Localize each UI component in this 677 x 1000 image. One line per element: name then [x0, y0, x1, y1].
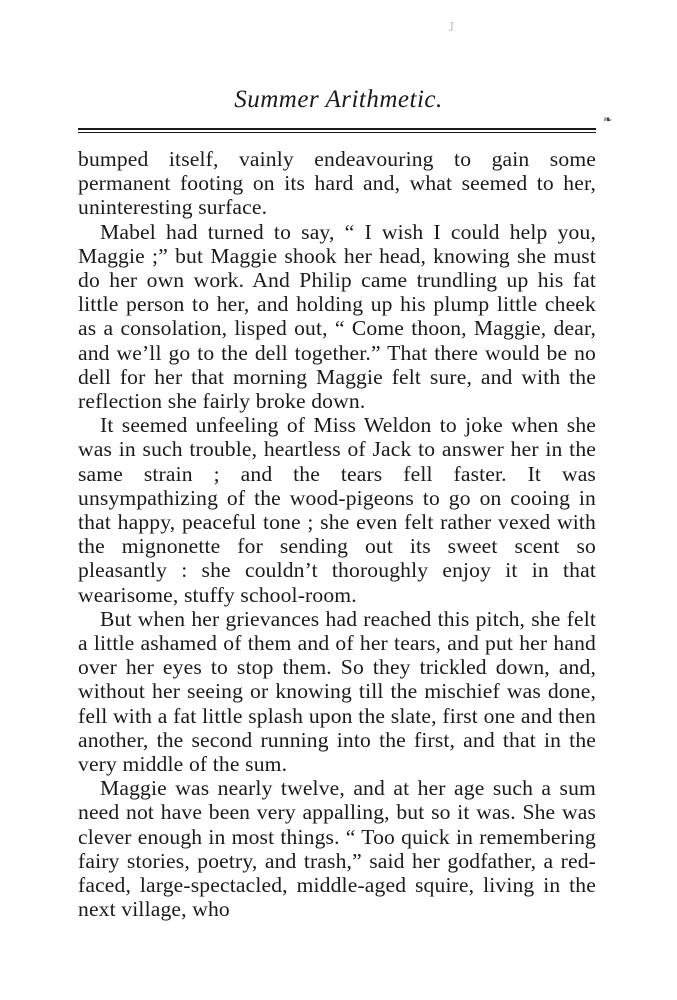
header-rule: [78, 128, 596, 130]
ink-speck-icon: ❧: [603, 113, 613, 126]
paragraph: Maggie was nearly twelve, and at her age such a sum need not have been very appalling, but so it was. She was clever enough in most things. “ Too quick in remembering fairy stories, poetry, and trash,” said her godfather, a red-faced, large-spectacled, middle-aged squire, living in the next village, who: [78, 776, 596, 922]
paragraph: But when her grievances had reached this pitch, she felt a little ashamed of them and of her tears, and put her hand over her eyes to stop them. So they trickled down, and, without her seeing or knowing till the mischief was done, fell with a fat little splash upon the slate, first one and then another, the second running into the first, and that in the very middle of the sum.: [78, 606, 596, 777]
paragraph: It seemed unfeeling of Miss Weldon to joke when she was in such trouble, heartless of Jack to answer her in the same strain ; and the tears fell faster. It was unsympathizing of the wood-pigeons to go on cooing in that happy, peaceful tone ; she even felt rather vexed with the mignonette for sending out its sweet scent so pleasantly : she couldn’t thoroughly enjoy it in that wearisome, stuffy school-room.: [78, 413, 596, 607]
paragraph: bumped itself, vainly endeavouring to gain some permanent footing on its hard and, what seemed to her, uninteresting surface.: [78, 147, 596, 220]
paragraph: Mabel had turned to say, “ I wish I could help you, Maggie ;” but Maggie shook her head, knowing she must do her own work. And Philip came trundling up his fat little person to her, and holding up his plump little cheek as a consolation, lisped out, “ Come thoon, Maggie, dear, and we’ll go to the dell together.” That there would be no dell for her that morning Maggie felt sure, and with the reflection she fairly broke down.: [78, 219, 596, 414]
corner-pencil-mark: J: [450, 22, 454, 32]
header-rule-thin: [78, 132, 596, 133]
body-text: [78, 147, 596, 922]
running-head: Summer Arithmetic.: [234, 86, 443, 113]
